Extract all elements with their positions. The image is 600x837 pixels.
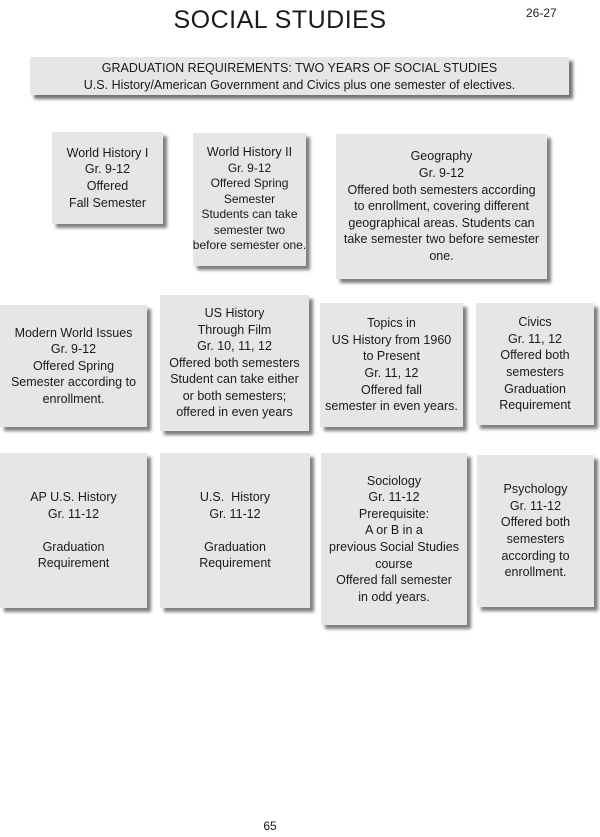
graduation-requirements-banner [30, 57, 569, 95]
course-detail: Offered [86, 179, 129, 193]
course-name: US History from 1960 [331, 332, 452, 347]
course-card-world-history-2 [193, 133, 306, 266]
course-grades: Gr. 9-12 [227, 160, 272, 175]
course-detail: or both semesters; [182, 388, 287, 403]
course-detail: Offered both [500, 348, 570, 363]
course-detail: according to [501, 548, 570, 563]
course-card-ap-us-history [0, 453, 147, 608]
course-detail: semester in even years. [325, 399, 458, 414]
course-detail: Students can take [201, 207, 298, 222]
course-detail: semesters [506, 532, 565, 546]
course-detail: geographical areas. Students can [348, 215, 535, 230]
course-card-sociology [321, 453, 467, 625]
course-detail: enrollment. [504, 565, 567, 580]
course-card-us-history [160, 453, 310, 608]
course-detail: course [375, 556, 413, 571]
course-detail: to enrollment, covering different [354, 199, 529, 214]
course-card-topics-in-us-history [320, 303, 463, 427]
course-card-psychology [477, 455, 594, 607]
course-detail: Fall Semester [68, 195, 147, 210]
school-year: 26-27 [526, 6, 557, 20]
course-name: Civics [518, 315, 552, 330]
course-name: Through Film [197, 322, 272, 337]
course-name: Psychology [503, 482, 568, 497]
course-detail: offered in even years [176, 405, 293, 420]
course-detail: Requirement [199, 556, 271, 571]
course-detail: Requirement [499, 398, 571, 413]
course-detail: before semester one. [192, 238, 307, 253]
course-grades: Gr. 9-12 [418, 166, 465, 181]
course-detail: Offered Spring [210, 176, 289, 191]
course-detail: Offered fall semester [336, 573, 452, 588]
course-detail: Offered fall [361, 382, 422, 397]
course-detail: take semester two before semester [343, 232, 540, 247]
course-detail: semester two [213, 222, 286, 237]
course-name: AP U.S. History [30, 490, 117, 505]
course-name: Geography [410, 149, 473, 164]
course-grades: Gr. 11-12 [368, 490, 420, 505]
course-detail: Graduation [204, 539, 266, 554]
course-detail: in odd years. [358, 589, 430, 604]
course-detail: Offered Spring [32, 358, 115, 373]
course-detail: Offered both semesters according [347, 182, 536, 197]
course-name: Modern World Issues [14, 325, 133, 340]
course-grades: Gr. 11, 12 [364, 366, 419, 380]
course-detail: Semester according to [10, 375, 137, 390]
course-card-modern-world-issues [0, 305, 147, 427]
course-name: Sociology [366, 473, 422, 488]
course-grades: Gr. 11-12 [209, 506, 261, 521]
course-detail: semesters [506, 365, 564, 379]
course-name: US History [204, 305, 265, 320]
course-detail: Requirement [37, 556, 110, 571]
course-detail: enrollment. [42, 391, 105, 406]
course-detail: Offered both [500, 515, 571, 530]
course-detail: A or B in a [365, 523, 423, 538]
course-detail: Prerequisite: [358, 506, 430, 521]
course-detail: Graduation [504, 381, 566, 396]
course-grades: Gr. 10, 11, 12 [197, 339, 272, 354]
course-grades: Gr. 9-12 [84, 162, 131, 177]
course-detail: Graduation [42, 539, 105, 554]
course-card-geography [336, 134, 547, 279]
banner-detail: U.S. History/American Government and Civics plus one semester of electives. [83, 78, 516, 92]
page-number: 65 [263, 819, 277, 833]
banner-heading: GRADUATION REQUIREMENTS: TWO YEARS OF SOCIAL STUDIES [101, 61, 498, 75]
course-detail: Offered both semesters [169, 355, 300, 370]
course-name: U.S. History [199, 490, 271, 505]
course-card-civics [476, 303, 594, 425]
course-name: World History II [206, 144, 293, 159]
course-card-world-history-1 [52, 132, 163, 224]
course-card-us-history-through-film [160, 295, 309, 431]
course-grades: Gr. 11-12 [509, 498, 562, 513]
course-grades: Gr. 9-12 [50, 342, 97, 357]
course-grades: Gr. 11, 12 [508, 331, 562, 346]
page-title: SOCIAL STUDIES [173, 6, 387, 34]
course-detail: Semester [223, 191, 276, 206]
course-detail: one. [429, 248, 454, 263]
course-name: Topics in [367, 316, 416, 331]
course-name: World History I [66, 145, 149, 160]
course-detail: Student can take either [170, 372, 299, 387]
course-grades: Gr. 11-12 [47, 506, 100, 521]
course-name: to Present [363, 349, 420, 364]
course-detail: previous Social Studies [329, 540, 459, 554]
